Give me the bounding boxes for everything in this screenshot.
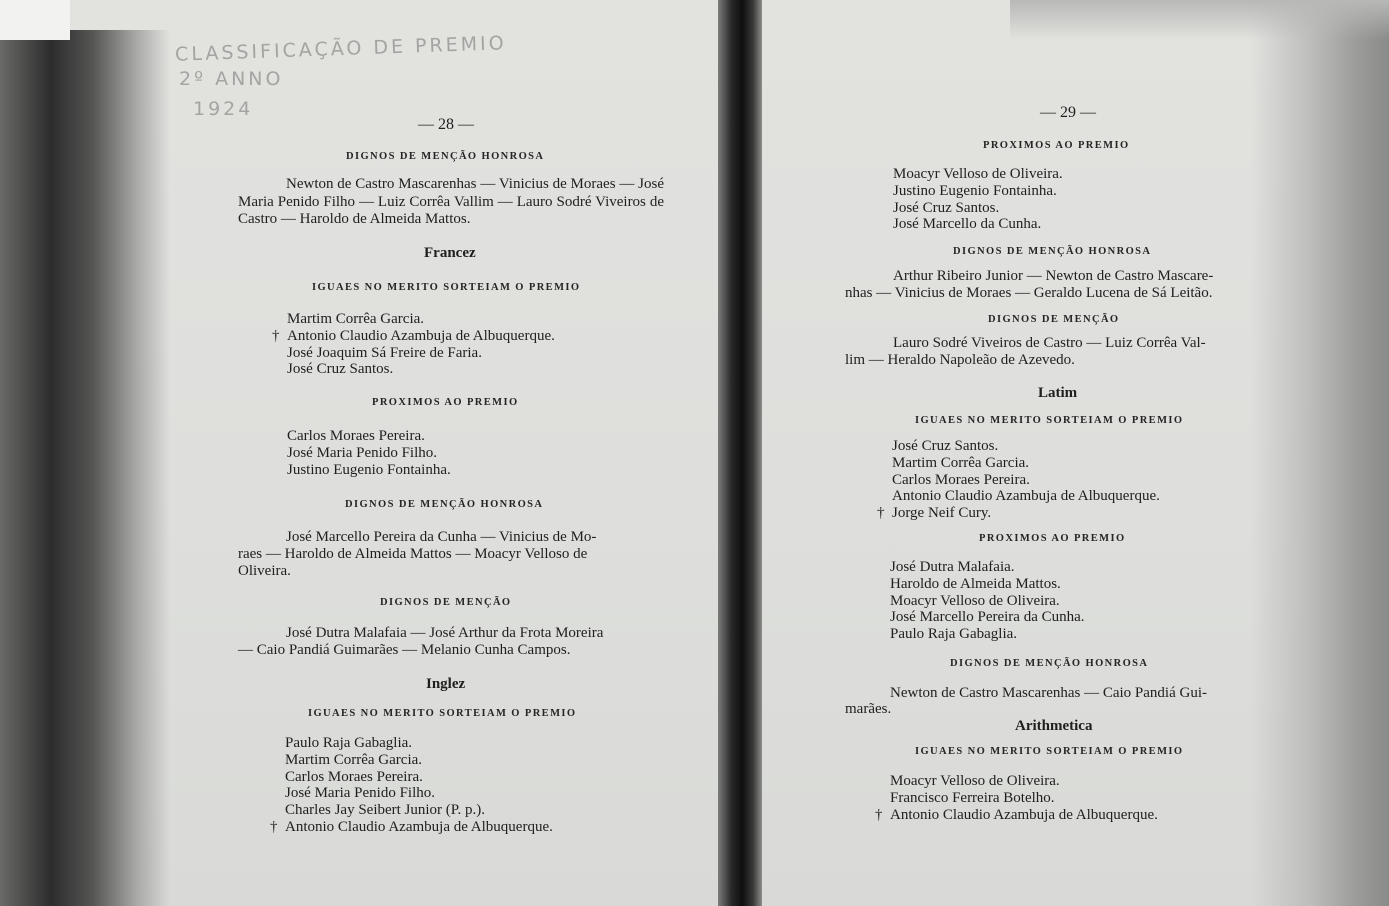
torn-corner [0, 0, 70, 40]
list-item: † Jorge Neif Cury. [877, 505, 992, 522]
list-item: Justino Eugenio Fontainha. [893, 182, 1057, 199]
text-line: Newton de Castro Mascarenhas — Caio Pandiá Gui- [890, 685, 1208, 701]
list-item: Haroldo de Almeida Mattos. [890, 575, 1061, 592]
handwritten-line: CLASSIFICAÇÃO DE PREMIO [174, 32, 507, 66]
name-list [270, 735, 553, 836]
list-item: Paulo Raja Gabaglia. [285, 735, 413, 751]
subject-title: Francez [424, 245, 476, 261]
list-item: José Dutra Malafaia. [890, 559, 1015, 575]
list-item: José Cruz Santos. [893, 199, 1000, 216]
list-item: Charles Jay Seibert Junior (P. p.). [285, 802, 485, 819]
list-item: † Antonio Claudio Azambuja de Albuquerque. [270, 818, 553, 835]
text-line: raes — Haroldo de Almeida Mattos — Moacyr Velloso de [238, 546, 588, 562]
section-heading: PROXIMOS AO PREMIO [372, 397, 519, 408]
section-heading: DIGNOS DE MENÇÃO [380, 597, 512, 608]
list-item: Moacyr Velloso de Oliveira. [890, 773, 1060, 789]
name-list [893, 166, 1063, 233]
text-line: Oliveira. [238, 563, 291, 579]
text-line: José Marcello Pereira da Cunha — Vinicius de Mo- [286, 529, 597, 545]
text-line: Arthur Ribeiro Junior — Newton de Castro Mascare- [893, 268, 1214, 284]
handwritten-line: 2º ANNO [179, 68, 284, 90]
section-heading: IGUAES NO MERITO SORTEIAM O PREMIO [915, 415, 1184, 426]
page-number: — 29 — [1040, 104, 1096, 121]
name-list [890, 559, 1085, 643]
text-line: — Caio Pandiá Guimarães — Melanio Cunha Campos. [238, 642, 571, 658]
list-item: Antonio Claudio Azambuja de Albuquerque. [892, 488, 1160, 505]
list-item: José Maria Penido Filho. [285, 785, 435, 802]
section-heading: DIGNOS DE MENÇÃO HONROSA [953, 246, 1152, 257]
honorable-mention-paragraph: Newton de Castro Mascarenhas — Vinicius de Moraes — José Maria Penido Filho — Luiz Corrêa Vallim — Lauro Sodré Viveiros de Castro — Haroldo de Almeida Mattos. [238, 176, 664, 227]
name-list [272, 311, 555, 378]
right-page-edge-shadow [1250, 0, 1389, 906]
section-heading: DIGNOS DE MENÇÃO [988, 314, 1120, 325]
list-item: Martim Corrêa Garcia. [892, 454, 1030, 471]
list-item: Carlos Moraes Pereira. [287, 428, 425, 444]
list-item: José Marcello Pereira da Cunha. [890, 609, 1085, 626]
book-gutter-shadow [718, 0, 762, 906]
list-item: José Cruz Santos. [892, 438, 999, 454]
handwritten-note [174, 32, 555, 128]
subject-title: Latim [1038, 385, 1078, 401]
left-page-edge-shadow [0, 30, 170, 906]
subject-title: Inglez [426, 676, 466, 692]
section-heading: IGUAES NO MERITO SORTEIAM O PREMIO [312, 282, 581, 293]
list-item: Moacyr Velloso de Oliveira. [890, 592, 1060, 609]
list-item: José Joaquim Sá Freire de Faria. [287, 344, 482, 361]
text-line: Lauro Sodré Viveiros de Castro — Luiz Corrêa Val- [893, 335, 1206, 351]
list-item: Martim Corrêa Garcia. [287, 311, 425, 327]
subject-title: Arithmetica [1015, 718, 1093, 734]
list-item: Moacyr Velloso de Oliveira. [893, 166, 1063, 182]
right-top-shade [1010, 0, 1389, 40]
name-list [875, 773, 1158, 823]
text-line: José Dutra Malafaia — José Arthur da Frota Moreira [286, 625, 604, 641]
section-heading: DIGNOS DE MENÇÃO HONROSA [345, 499, 544, 510]
name-list [877, 438, 1160, 522]
list-item: Justino Eugenio Fontainha. [287, 461, 451, 478]
text-line: marães. [845, 701, 892, 717]
list-item: † Antonio Claudio Azambuja de Albuquerque. [875, 806, 1158, 823]
list-item: José Cruz Santos. [287, 361, 394, 378]
list-item: Paulo Raja Gabaglia. [890, 626, 1018, 643]
page-number: — 28 — [418, 116, 474, 133]
section-heading: PROXIMOS AO PREMIO [979, 533, 1126, 544]
handwritten-line: 1924 [193, 98, 254, 120]
list-item: Carlos Moraes Pereira. [285, 768, 423, 785]
list-item: José Marcello da Cunha. [893, 216, 1042, 233]
list-item: José Maria Penido Filho. [287, 444, 437, 461]
name-list [287, 428, 451, 478]
section-heading: DIGNOS DE MENÇÃO HONROSA [950, 658, 1149, 669]
list-item: Carlos Moraes Pereira. [892, 471, 1030, 488]
text-line: lim — Heraldo Napoleão de Azevedo. [845, 352, 1075, 368]
section-heading: IGUAES NO MERITO SORTEIAM O PREMIO [308, 708, 577, 719]
text-line: nhas — Vinicius de Moraes — Geraldo Lucena de Sá Leitão. [845, 285, 1213, 301]
section-heading: DIGNOS DE MENÇÃO HONROSA [346, 151, 545, 162]
section-heading: IGUAES NO MERITO SORTEIAM O PREMIO [915, 746, 1184, 757]
section-heading: PROXIMOS AO PREMIO [983, 140, 1130, 151]
list-item: Martim Corrêa Garcia. [285, 751, 423, 768]
list-item: † Antonio Claudio Azambuja de Albuquerque. [272, 327, 555, 344]
list-item: Francisco Ferreira Botelho. [890, 789, 1055, 806]
